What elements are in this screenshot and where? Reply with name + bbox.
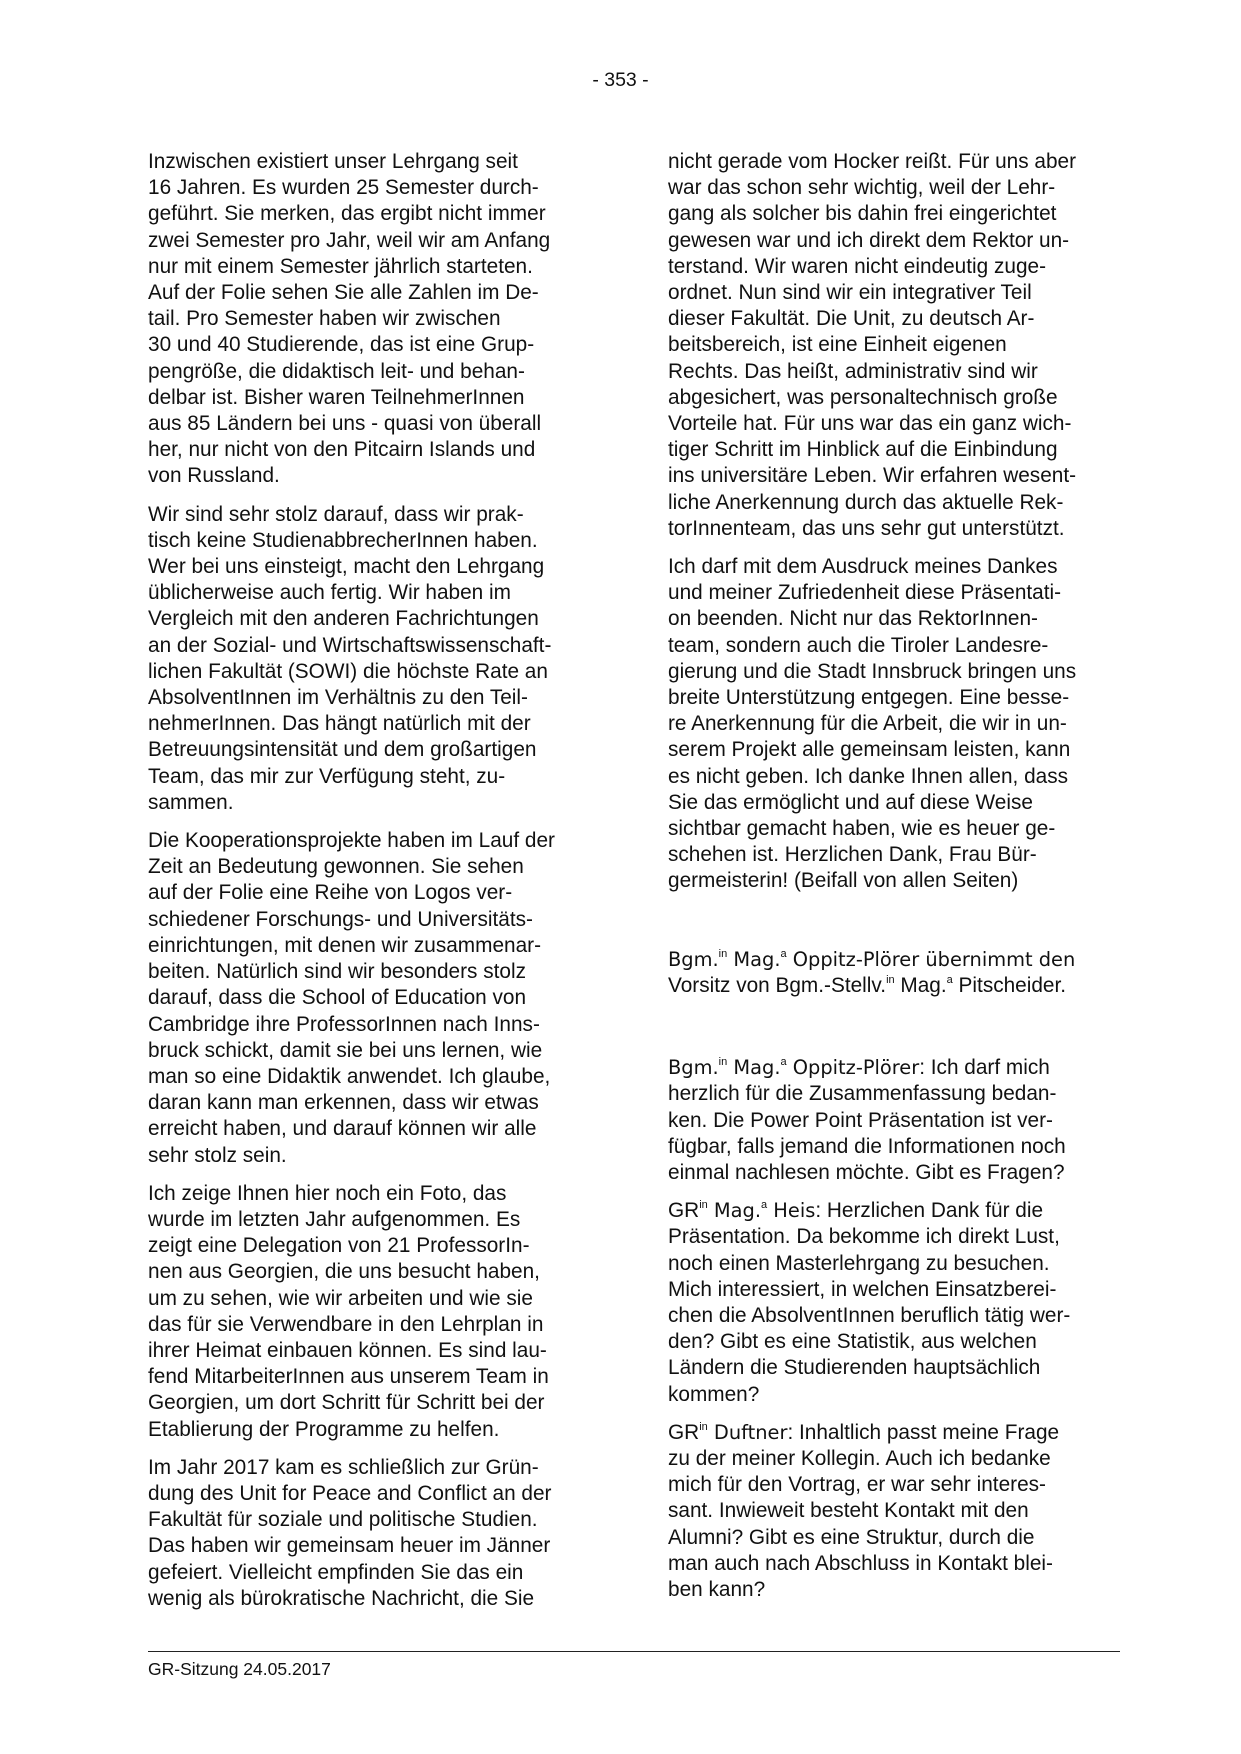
statement-mayor: Bgm.$^{in}$ Mag.$^a$ Oppitz-Plörer: Ich darf mich herzlich für die Zusammenfassung bedan- ken. Die Power Point Präsentation ist ver- fügbar, falls jemand die Informationen noch einmal nachlesen möchte. Gibt es Fragen? (668, 1055, 1120, 1186)
text-line: um zu sehen, wie wir arbeiten und wie sie (148, 1286, 533, 1310)
text-line: dieser Fakultät. Die Unit, zu deutsch Ar- (668, 307, 1035, 331)
text-line: geführt. Sie merken, das ergibt nicht immer (148, 202, 546, 226)
right-column (668, 149, 1120, 1615)
text-line: Wir sind sehr stolz darauf, dass wir prak- (148, 502, 524, 526)
text-line: beiten. Natürlich sind wir besonders stolz (148, 960, 526, 984)
text-line: nur mit einem Semester jährlich starteten. (148, 254, 533, 278)
text-line: es nicht geben. Ich danke Ihnen allen, dass (668, 764, 1069, 788)
text-line: torInnenteam, das uns sehr gut unterstützt. (668, 516, 1065, 540)
text-line: Cambridge ihre ProfessorInnen nach Inns- (148, 1012, 540, 1036)
text-line: Vorteile hat. Für uns war das ein ganz wich- (668, 412, 1072, 436)
text-line: zu der meiner Kollegin. Auch ich bedanke (668, 1446, 1051, 1470)
footer-session-date: GR-Sitzung 24.05.2017 (148, 1659, 331, 1679)
text-line: liche Anerkennung durch das aktuelle Rek- (668, 490, 1064, 514)
text-line: das für sie Verwendbare in den Lehrplan in (148, 1312, 544, 1336)
text-line: AbsolventInnen im Verhältnis zu den Teil- (148, 686, 528, 710)
text-line: Etablierung der Programme zu helfen. (148, 1417, 500, 1441)
text-line: herzlich für die Zusammenfassung bedan- (668, 1082, 1057, 1106)
text-line: Auf der Folie sehen Sie alle Zahlen im De- (148, 281, 539, 305)
text-line: beitsbereich, ist eine Einheit eigenen (668, 333, 1007, 357)
text-line: nicht gerade vom Hocker reißt. Für uns aber (668, 150, 1077, 173)
text-line: chen die AbsolventInnen beruflich tätig wer- (668, 1303, 1071, 1327)
text-line: einmal nachlesen möchte. Gibt es Fragen? (668, 1160, 1065, 1184)
text-line: zeigt eine Delegation von 21 ProfessorIn- (148, 1234, 530, 1258)
text-line: ins universitäre Leben. Wir erfahren wesent- (668, 464, 1077, 488)
text-line: re Anerkennung für die Arbeit, die wir in un- (668, 712, 1067, 736)
text-line: gefeiert. Vielleicht empfinden Sie das ein (148, 1560, 524, 1584)
statement-heis: $GR^{in}$ Mag.$^a$ Heis: Herzlichen Dank für die Präsentation. Da bekomme ich direkt Lust, noch einen Masterlehrgang zu besuchen. Mich interessiert, in welchen Einsatzberei- chen die AbsolventInnen beruflich tätig wer- den? Gibt es eine Statistik, aus welchen Ländern die Studierenden hauptsächlich kommen? (668, 1198, 1120, 1408)
text-line: Das haben wir gemeinsam heuer im Jänner (148, 1534, 551, 1558)
text-line: Fakultät für soziale und politische Studien. (148, 1508, 538, 1532)
text-line: dung des Unit for Peace and Conflict an der (148, 1481, 552, 1505)
text-line: noch einen Masterlehrgang zu besuchen. (668, 1251, 1050, 1275)
text-line: schehen ist. Herzlichen Dank, Frau Bür- (668, 843, 1037, 867)
text-line: Ländern die Studierenden hauptsächlich (668, 1356, 1041, 1380)
text-line: an der Sozial- und Wirtschaftswissenschaft- (148, 633, 552, 657)
paragraph-closing-thanks (668, 554, 1120, 895)
text-line: nehmerInnen. Das hängt natürlich mit der (148, 712, 531, 736)
text-line: zwei Semester pro Jahr, weil wir am Anfang (148, 228, 551, 252)
text-line: nen aus Georgien, die uns besucht haben, (148, 1260, 540, 1284)
text-line: sehr stolz sein. (148, 1143, 287, 1167)
text-line: tiger Schritt im Hinblick auf die Einbindung (668, 438, 1058, 462)
page-number: - 353 - (592, 69, 649, 91)
text-line: ihrer Heimat einbauen können. Es sind lau- (148, 1338, 547, 1362)
speaker-name: GR (668, 1199, 700, 1223)
paragraph-georgia-delegation (148, 1181, 600, 1443)
text-line: gierung und die Stadt Innsbruck bringen uns (668, 659, 1077, 683)
text-line: Georgien, um dort Schritt für Schritt bei der (148, 1391, 545, 1415)
left-column (148, 149, 600, 1624)
text-line: germeisterin! (Beifall von allen Seiten) (668, 869, 1019, 893)
text-line: wenig als bürokratische Nachricht, die Sie (148, 1586, 535, 1610)
text-line: breite Unterstützung entgegen. Eine besse- (668, 686, 1070, 710)
text-line: her, nur nicht von den Pitcairn Islands und (148, 438, 536, 462)
text-line: kommen? (668, 1382, 760, 1406)
text-line: ben kann? (668, 1577, 766, 1601)
text-line: schiedener Forschungs- und Universitäts- (148, 907, 533, 931)
text-line: sichtbar gemacht haben, wie es heuer ge- (668, 817, 1056, 841)
text-line: 16 Jahren. Es wurden 25 Semester durch- (148, 176, 539, 200)
text-line: Vergleich mit den anderen Fachrichtungen (148, 607, 539, 631)
text-line: Alumni? Gibt es eine Struktur, durch die (668, 1525, 1035, 1549)
text-line: mich für den Vortrag, er war sehr interes- (668, 1473, 1046, 1497)
text-line: 30 und 40 Studierende, das ist eine Grup- (148, 333, 535, 357)
text-line: team, sondern auch die Tiroler Landesre- (668, 633, 1049, 657)
paragraph-cooperation-projects (148, 828, 600, 1169)
text-line: bruck schickt, damit sie bei uns lernen, wie (148, 1038, 543, 1062)
text-line: gewesen war und ich direkt dem Rektor un- (668, 228, 1070, 252)
paragraph-lehrgang-history (148, 149, 600, 490)
text-line: war das schon sehr wichtig, weil der Lehr- (668, 176, 1056, 200)
text-line: tail. Pro Semester haben wir zwischen (148, 307, 501, 331)
text-line: lichen Fakultät (SOWI) die höchste Rate an (148, 659, 548, 683)
text-line: Team, das mir zur Verfügung steht, zu- (148, 764, 506, 788)
speaker-name: Bgm. (668, 1056, 719, 1080)
text-line: daran kann man erkennen, dass wir etwas (148, 1091, 539, 1115)
text-line: und meiner Zufriedenheit diese Präsentati- (668, 581, 1062, 605)
text-line: on beenden. Nicht nur das RektorInnen- (668, 607, 1038, 631)
text-line: Betreuungsintensität und dem großartigen (148, 738, 537, 762)
text-line: einrichtungen, mit denen wir zusammenar- (148, 933, 542, 957)
text-line: sant. Inwieweit besteht Kontakt mit den (668, 1499, 1029, 1523)
text-line: Die Kooperationsprojekte haben im Lauf der (148, 829, 555, 853)
text-line: Zeit an Bedeutung gewonnen. Sie sehen (148, 855, 524, 879)
paragraph-unit-founding (148, 1455, 600, 1612)
text-line: Inzwischen existiert unser Lehrgang seit (148, 150, 518, 173)
text-line: von Russland. (148, 464, 280, 488)
text-line: Präsentation. Da bekomme ich direkt Lust, (668, 1225, 1060, 1249)
paragraph-unit-continued (668, 149, 1120, 542)
text-line: man so eine Didaktik anwendet. Ich glaube, (148, 1064, 551, 1088)
text-line: Mich interessiert, in welchen Einsatzberei- (668, 1277, 1057, 1301)
text-line: man auch nach Abschluss in Kontakt blei- (668, 1551, 1053, 1575)
text-line: terstand. Wir waren nicht eindeutig zuge- (668, 254, 1046, 278)
text-line: aus 85 Ländern bei uns - quasi von überall (148, 412, 542, 436)
text-line: pengröße, die didaktisch leit- und behan- (148, 359, 525, 383)
text-line: tisch keine StudienabbrecherInnen haben. (148, 528, 538, 552)
text-line: Sie das ermöglicht und auf diese Weise (668, 790, 1033, 814)
text-line: den? Gibt es eine Statistik, aus welchen (668, 1330, 1037, 1354)
text-line: darauf, dass die School of Education von (148, 986, 527, 1010)
text-line: auf der Folie eine Reihe von Logos ver- (148, 881, 513, 905)
text-line: fend MitarbeiterInnen aus unserem Team in (148, 1365, 549, 1389)
text-line: wurde im letzten Jahr aufgenommen. Es (148, 1207, 521, 1231)
text-line: serem Projekt alle gemeinsam leisten, kann (668, 738, 1071, 762)
text-line: Ich darf mit dem Ausdruck meines Dankes (668, 555, 1058, 579)
paragraph-dropout-rate (148, 502, 600, 816)
text-line: fügbar, falls jemand die Informationen noch (668, 1134, 1066, 1158)
text-line: gang als solcher bis dahin frei eingerichtet (668, 202, 1057, 226)
text-line: üblicherweise auch fertig. Wir haben im (148, 581, 511, 605)
text-line: abgesichert, was personaltechnisch große (668, 385, 1058, 409)
text-line: Ich zeige Ihnen hier noch ein Foto, das (148, 1181, 507, 1205)
text-line: ken. Die Power Point Präsentation ist ver- (668, 1108, 1053, 1132)
text-line: sammen. (148, 790, 234, 814)
text-line: ordnet. Nun sind wir ein integrativer Teil (668, 281, 1032, 305)
text-line: Rechts. Das heißt, administrativ sind wir (668, 359, 1038, 383)
text-line: delbar ist. Bisher waren TeilnehmerInnen (148, 385, 525, 409)
speaker-name: GR (668, 1420, 700, 1444)
procedural-note-chair-change: Bgm.$^{in}$ Mag.$^a$ Oppitz-Plörer übernimmt den Vorsitz von Bgm.-Stellv.$^{in}$ Mag.$^a$ Pitscheider. (668, 947, 1076, 997)
footer-divider (148, 1651, 1120, 1652)
text-line: Wer bei uns einsteigt, macht den Lehrgang (148, 555, 545, 579)
statement-duftner: $GR^{in}$ Duftner: Inhaltlich passt meine Frage zu der meiner Kollegin. Auch ich bedanke mich für den Vortrag, er war sehr interes- sant. Inwieweit besteht Kontakt mit den Alumni? Gibt es eine Struktur, durch die man auch nach Abschluss in Kontakt blei- ben kann? (668, 1420, 1120, 1603)
text-line: erreicht haben, und darauf können wir alle (148, 1117, 537, 1141)
text-line: Im Jahr 2017 kam es schließlich zur Grün- (148, 1455, 539, 1479)
